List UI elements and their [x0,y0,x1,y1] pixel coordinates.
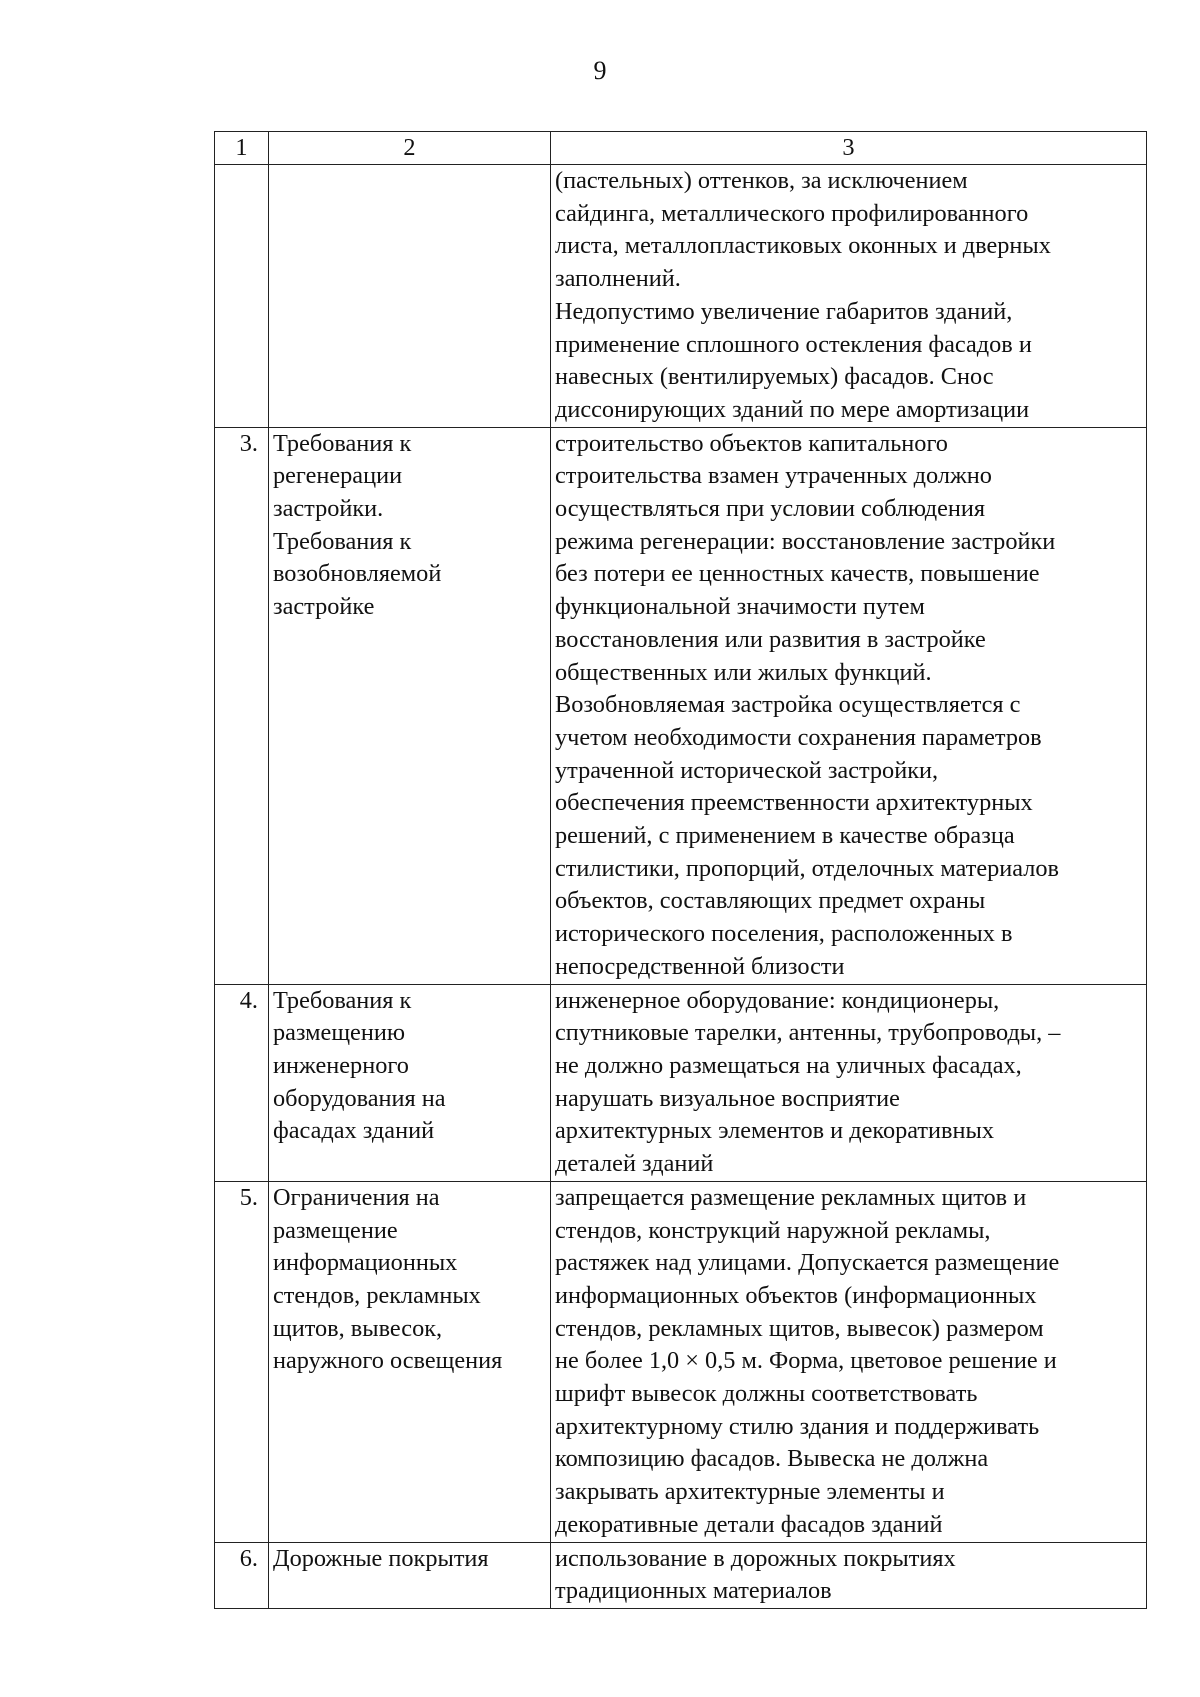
requirement-text-line: осуществляться при условии соблюдения [555,495,986,523]
requirement-text-line: функциональной значимости путем [555,593,925,621]
requirement-title-line: Дорожные покрытия [273,1544,489,1572]
requirement-text-line: восстановления или развития в застройке [555,625,986,653]
requirement-title-line: размещение [273,1216,398,1244]
requirement-title-line: наружного освещения [273,1347,503,1375]
page-number: 9 [593,56,607,85]
requirement-text-line: использование в дорожных покрытиях [555,1544,956,1572]
table-row [215,165,1147,428]
requirement-title-line: Ограничения на [273,1183,440,1211]
requirement-text-line: стилистики, пропорций, отделочных материалов [555,854,1059,882]
requirement-text-line: архитектурных элементов и декоративных [555,1117,994,1145]
requirement-text-line: декоративные детали фасадов зданий [555,1510,943,1538]
requirement-title-line: стендов, рекламных [273,1281,481,1309]
requirement-title-line: оборудования на [273,1084,446,1112]
requirement-text-line: строительство объектов капитального [555,429,948,457]
requirement-title-cell [269,984,551,1181]
requirement-title-line: фасадах зданий [273,1117,435,1145]
requirements-table [214,131,1147,1609]
row-number-cell: 5. [215,1181,269,1542]
requirement-text-line: диссонирующих зданий по мере амортизации [555,395,1030,423]
row-number-cell [215,165,269,428]
requirement-title-line: щитов, вывесок, [273,1314,443,1342]
requirement-text-line: навесных (вентилируемых) фасадов. Снос [555,363,994,391]
requirement-text-line: без потери ее ценностных качеств, повышение [555,560,1040,588]
requirement-text-line: непосредственной близости [555,952,845,980]
requirement-text-cell [551,165,1147,428]
table-row [215,427,1147,984]
requirement-text-line: учетом необходимости сохранения параметров [555,723,1042,751]
requirement-text-line: композицию фасадов. Вывеска не должна [555,1445,989,1473]
requirement-text-line: режима регенерации: восстановление застройки [555,527,1056,555]
requirement-title-line: инженерного [273,1051,409,1079]
row-number-cell: 3. [215,427,269,984]
requirement-text-line: листа, металлопластиковых оконных и дверных [555,232,1051,260]
requirement-text-line: (пастельных) оттенков, за исключением [555,167,968,194]
requirement-text-line: строительства взамен утраченных должно [555,462,992,490]
requirement-text-line: спутниковые тарелки, антенны, трубопроводы, – [555,1019,1061,1047]
requirement-title-line: Требования к [273,527,412,555]
requirement-text-cell [551,427,1147,984]
column-header-1: 1 [215,132,269,165]
requirement-text-line: не более 1,0 × 0,5 м. Форма, цветовое решение и [555,1347,1057,1375]
requirement-title-line: информационных [273,1249,458,1277]
requirement-text-line: решений, с применением в качестве образца [555,822,1015,850]
row-number-cell: 4. [215,984,269,1181]
requirement-title-line: возобновляемой [273,560,442,588]
requirement-text-line: инженерное оборудование: кондиционеры, [555,986,1000,1014]
requirement-text-line: стендов, рекламных щитов, вывесок) размером [555,1314,1044,1342]
requirement-text-line: сайдинга, металлического профилированного [555,199,1029,227]
table-header-row [215,132,1147,165]
requirement-text-line: утраченной исторической застройки, [555,756,939,784]
table-row [215,984,1147,1181]
requirement-title-line: Требования к [273,429,412,457]
requirement-text-cell [551,1542,1147,1608]
requirement-text-cell [551,1181,1147,1542]
requirement-title-cell [269,1542,551,1608]
requirement-text-line: архитектурному стилю здания и поддерживать [555,1412,1040,1440]
requirement-text-line: объектов, составляющих предмет охраны [555,887,986,915]
table-body [215,132,1147,1609]
requirement-title-cell [269,165,551,428]
requirement-text-line: не должно размещаться на уличных фасадах, [555,1051,1022,1079]
requirement-title-cell [269,1181,551,1542]
table-row [215,1181,1147,1542]
requirement-title-line: застройки. [273,495,384,523]
requirement-text-line: запрещается размещение рекламных щитов и [555,1183,1027,1211]
requirement-text-line: информационных объектов (информационных [555,1281,1037,1309]
requirement-text-line: нарушать визуальное восприятие [555,1084,900,1112]
requirement-text-line: деталей зданий [555,1150,714,1178]
requirement-text-line: применение сплошного остекления фасадов и [555,330,1032,358]
requirement-title-line: регенерации [273,462,403,490]
table-row [215,1542,1147,1608]
requirement-text-line: обеспечения преемственности архитектурных [555,789,1033,817]
requirement-title-cell [269,427,551,984]
requirement-text-line: растяжек над улицами. Допускается размещение [555,1249,1060,1277]
requirement-text-line: Возобновляемая застройка осуществляется с [555,691,1021,719]
requirement-text-line: исторического поселения, расположенных в [555,920,1013,948]
requirement-text-line: традиционных материалов [555,1577,832,1605]
requirement-text-line: общественных или жилых функций. [555,658,932,686]
requirement-text-line: шрифт вывесок должны соответствовать [555,1380,978,1408]
row-number-cell: 6. [215,1542,269,1608]
requirement-title-line: застройке [273,593,375,621]
requirement-text-line: стендов, конструкций наружной рекламы, [555,1216,991,1244]
column-header-2: 2 [269,132,551,165]
requirement-title-line: Требования к [273,986,412,1014]
requirement-text-line: Недопустимо увеличение габаритов зданий, [555,297,1013,325]
requirement-text-line: заполнений. [555,265,681,293]
requirement-text-cell [551,984,1147,1181]
requirement-title-line: размещению [273,1019,405,1047]
requirement-text-line: закрывать архитектурные элементы и [555,1478,945,1506]
column-header-3: 3 [551,132,1147,165]
